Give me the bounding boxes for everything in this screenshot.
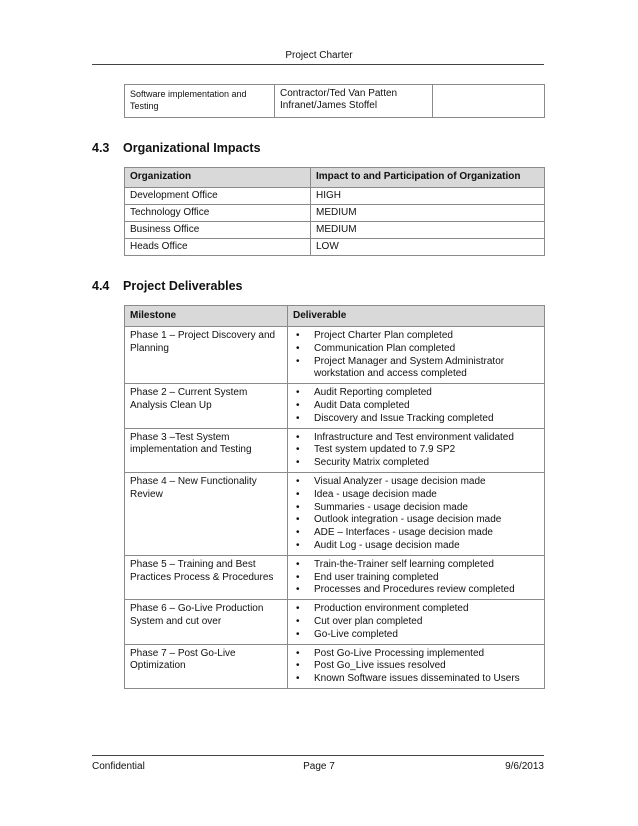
list-item xyxy=(293,648,539,661)
header-divider xyxy=(92,64,544,65)
deliverable-text: Infrastructure and Test environment validated xyxy=(314,431,514,443)
organization-cell: Business Office xyxy=(125,222,311,239)
bullet-icon: • xyxy=(296,399,300,411)
deliverable-text: Audit Reporting completed xyxy=(314,387,432,399)
list-item xyxy=(293,527,539,540)
deliverable-text: Project Manager and System Administrator workstation and access completed xyxy=(314,355,505,380)
deliverable-text: End user training completed xyxy=(314,571,439,583)
deliverables-cell xyxy=(288,384,545,428)
table-row xyxy=(125,327,545,384)
table-row xyxy=(125,85,545,118)
list-item xyxy=(293,400,539,413)
list-item xyxy=(293,584,539,597)
deliverable-text: Audit Log - usage decision made xyxy=(314,539,460,551)
deliverables-cell xyxy=(288,327,545,384)
bullet-icon: • xyxy=(296,628,300,640)
table-row xyxy=(125,472,545,555)
bullet-icon: • xyxy=(296,330,300,341)
column-header-deliverable: Deliverable xyxy=(288,306,545,327)
bullet-icon: • xyxy=(296,514,300,526)
list-item xyxy=(293,476,539,489)
deliverable-text: Communication Plan completed xyxy=(314,342,456,354)
table-row xyxy=(125,428,545,472)
deliverable-text: Go-Live completed xyxy=(314,628,398,640)
list-item xyxy=(293,540,539,553)
milestone-cell: Phase 1 – Project Discovery and Planning xyxy=(125,327,288,384)
deliverable-text: Audit Data completed xyxy=(314,399,410,411)
list-item xyxy=(293,356,539,382)
section-title: Organizational Impacts xyxy=(123,141,261,155)
table-row xyxy=(125,384,545,428)
list-item xyxy=(293,444,539,457)
table-cell xyxy=(433,85,545,118)
list-item xyxy=(293,572,539,585)
deliverable-text: Train-the-Trainer self learning completed xyxy=(314,558,494,570)
bullet-icon: • xyxy=(296,584,300,596)
bullet-icon: • xyxy=(296,501,300,513)
bullet-icon: • xyxy=(296,488,300,500)
bullet-icon: • xyxy=(296,603,300,615)
section-number: 4.3 xyxy=(92,141,110,155)
list-item xyxy=(293,457,539,470)
deliverables-cell xyxy=(288,428,545,472)
milestone-cell: Phase 7 – Post Go-Live Optimization xyxy=(125,644,288,688)
deliverable-text: Project Charter Plan completed xyxy=(314,330,453,341)
project-deliverables-body xyxy=(125,327,545,689)
bullet-icon: • xyxy=(296,387,300,399)
bullet-icon: • xyxy=(296,527,300,539)
bullet-icon: • xyxy=(296,457,300,469)
deliverable-text: Post Go-Live Processing implemented xyxy=(314,647,485,659)
impact-cell: LOW xyxy=(311,239,545,256)
deliverable-text: Known Software issues disseminated to Users xyxy=(314,673,520,685)
table-row xyxy=(125,600,545,644)
section-title: Project Deliverables xyxy=(123,279,243,293)
table-row xyxy=(125,644,545,688)
table-header-row xyxy=(125,168,545,188)
table-cell: Contractor/Ted Van Patten Infranet/James Stoffel xyxy=(275,85,433,118)
milestone-cell: Phase 5 – Training and Best Practices Process & Procedures xyxy=(125,555,288,599)
column-header-milestone: Milestone xyxy=(125,306,288,327)
bullet-icon: • xyxy=(296,673,300,685)
footer-divider xyxy=(92,755,544,756)
column-header-impact: Impact to and Participation of Organization xyxy=(311,168,545,188)
bullet-icon: • xyxy=(296,412,300,424)
table-header-row xyxy=(125,306,545,327)
milestone-cell: Phase 4 – New Functionality Review xyxy=(125,472,288,555)
deliverables-list xyxy=(293,476,539,553)
milestone-cell: Phase 3 –Test System implementation and Testing xyxy=(125,428,288,472)
list-item xyxy=(293,413,539,426)
impact-cell: MEDIUM xyxy=(311,222,545,239)
deliverables-cell xyxy=(288,600,545,644)
list-item xyxy=(293,559,539,572)
bullet-icon: • xyxy=(296,342,300,354)
list-item xyxy=(293,616,539,629)
page-header-title: Project Charter xyxy=(285,50,353,61)
deliverables-list xyxy=(293,387,539,425)
bullet-icon: • xyxy=(296,647,300,659)
deliverable-text: Visual Analyzer - usage decision made xyxy=(314,475,486,487)
bullet-icon: • xyxy=(296,431,300,443)
column-header-organization: Organization xyxy=(125,168,311,188)
bullet-icon: • xyxy=(296,558,300,570)
bullet-icon: • xyxy=(296,615,300,627)
deliverable-text: ADE – Interfaces - usage decision made xyxy=(314,527,493,539)
bullet-icon: • xyxy=(296,475,300,487)
table-row xyxy=(125,555,545,599)
list-item xyxy=(293,629,539,642)
list-item xyxy=(293,432,539,445)
list-item xyxy=(293,387,539,400)
bullet-icon: • xyxy=(296,539,300,551)
list-item xyxy=(293,502,539,515)
deliverable-text: Idea - usage decision made xyxy=(314,488,437,500)
deliverable-text: Production environment completed xyxy=(314,603,469,615)
deliverable-text: Test system updated to 7.9 SP2 xyxy=(314,444,456,456)
section-heading-4-4 xyxy=(92,279,243,293)
deliverables-cell xyxy=(288,472,545,555)
table-row xyxy=(125,239,545,256)
table-cell: Software implementation and Testing xyxy=(125,85,275,118)
milestone-cell: Phase 6 – Go-Live Production System and cut over xyxy=(125,600,288,644)
list-item xyxy=(293,603,539,616)
deliverable-text: Summaries - usage decision made xyxy=(314,501,468,513)
top-responsibility-table xyxy=(124,84,545,118)
footer-page-number: Page 7 xyxy=(303,761,335,772)
list-item xyxy=(293,660,539,673)
deliverables-list xyxy=(293,648,539,686)
list-item xyxy=(293,489,539,502)
footer-confidential: Confidential xyxy=(92,761,145,772)
project-deliverables-table xyxy=(124,305,545,689)
deliverables-cell xyxy=(288,555,545,599)
organization-cell: Development Office xyxy=(125,188,311,205)
organization-cell: Technology Office xyxy=(125,205,311,222)
bullet-icon: • xyxy=(296,571,300,583)
deliverable-text: Cut over plan completed xyxy=(314,615,423,627)
deliverable-text: Security Matrix completed xyxy=(314,457,430,469)
footer-date: 9/6/2013 xyxy=(505,761,544,772)
list-item xyxy=(293,514,539,527)
deliverables-list xyxy=(293,559,539,597)
deliverable-text: Processes and Procedures review completed xyxy=(314,584,515,596)
impact-cell: HIGH xyxy=(311,188,545,205)
table-row xyxy=(125,205,545,222)
bullet-icon: • xyxy=(296,660,300,672)
deliverables-list xyxy=(293,603,539,641)
bullet-icon: • xyxy=(296,355,300,367)
deliverable-text: Outlook integration - usage decision made xyxy=(314,514,502,526)
organizational-impacts-table xyxy=(124,167,545,256)
table-row xyxy=(125,188,545,205)
deliverables-cell xyxy=(288,644,545,688)
bullet-icon: • xyxy=(296,444,300,456)
organizational-impacts-body xyxy=(125,188,545,256)
deliverables-list xyxy=(293,330,539,381)
section-heading-4-3 xyxy=(92,141,261,155)
list-item xyxy=(293,343,539,356)
milestone-cell: Phase 2 – Current System Analysis Clean Up xyxy=(125,384,288,428)
list-item xyxy=(293,330,539,343)
deliverable-text: Discovery and Issue Tracking completed xyxy=(314,412,494,424)
impact-cell: MEDIUM xyxy=(311,205,545,222)
organization-cell: Heads Office xyxy=(125,239,311,256)
list-item xyxy=(293,673,539,686)
deliverables-list xyxy=(293,432,539,470)
section-number: 4.4 xyxy=(92,279,110,293)
table-row xyxy=(125,222,545,239)
deliverable-text: Post Go_Live issues resolved xyxy=(314,660,446,672)
